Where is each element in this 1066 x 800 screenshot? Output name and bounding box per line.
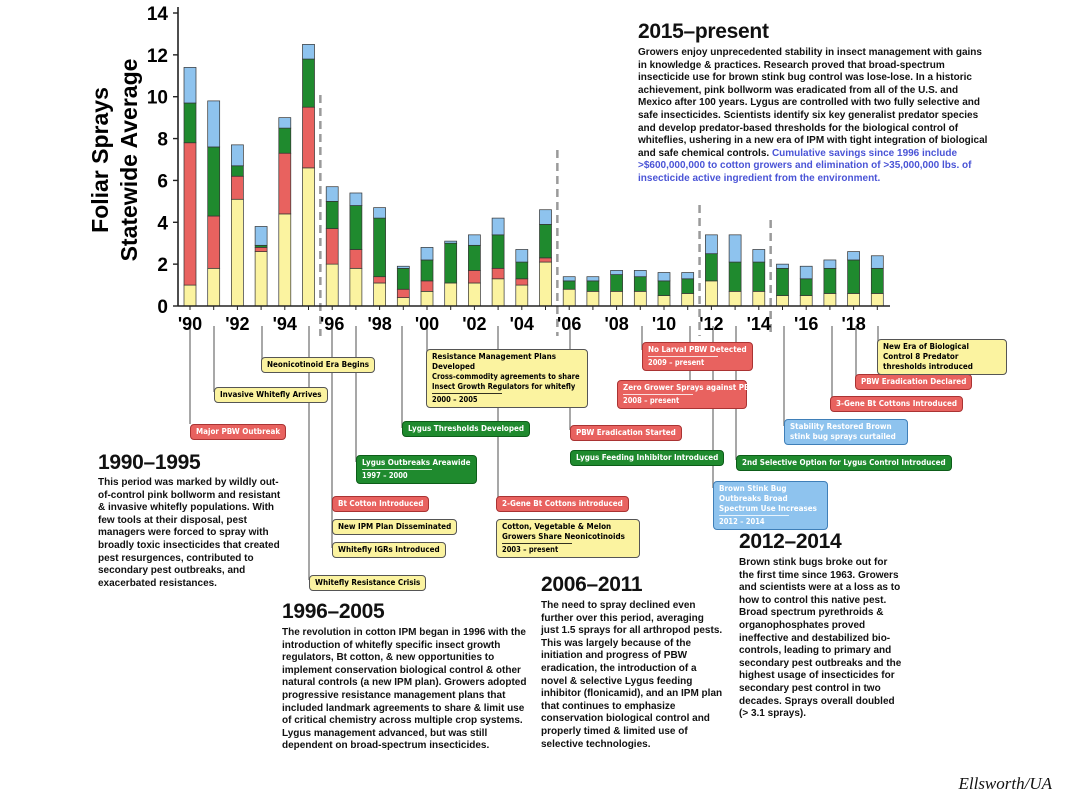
bar-segment-1995-s3 <box>303 44 315 59</box>
bar-segment-2012-s3 <box>705 235 717 254</box>
bar-segment-1991-s0 <box>208 268 220 306</box>
tag-stability-restored: Stability Restored Brown stink bug sprays curtailed <box>784 419 908 445</box>
era-1990-1995-text: This period was marked by wildly out-of-control pink bollworm and resistant & invasive whitefly populations. With few tools at their disposal, pest managers were forced to spray with broadly toxic insecticides that created pest resurgences, contributed to secondary pest outbreaks, and exacerbated resistances. <box>98 477 281 589</box>
bar-segment-1995-s1 <box>303 107 315 168</box>
bar-segment-2013-s3 <box>729 235 741 262</box>
bar-segment-1992-s3 <box>231 145 243 166</box>
bar-segment-2015-s3 <box>777 264 789 268</box>
bar-segment-1998-s0 <box>374 283 386 306</box>
bar-segment-2010-s2 <box>658 281 670 296</box>
y-tick-label: 4 <box>157 213 168 235</box>
y-tick-label: 0 <box>157 297 168 318</box>
tag-whitefly-resistance-crisis: Whitefly Resistance Crisis <box>309 575 426 591</box>
x-tick-label: '92 <box>225 314 250 334</box>
bar-segment-2019-s3 <box>871 256 883 269</box>
tag-pbw-eradication-started: PBW Eradication Started <box>570 425 682 441</box>
bar-segment-2009-s2 <box>634 277 646 292</box>
bar-segment-2010-s0 <box>658 296 670 306</box>
bar-segment-2000-s1 <box>421 281 433 291</box>
bar-segment-2004-s0 <box>516 285 528 306</box>
tag-pbw-eradication-declared: PBW Eradication Declared <box>855 374 972 390</box>
x-tick-label: '06 <box>557 314 582 334</box>
tag-whitefly-igrs-introduced: Whitefly IGRs Introduced <box>332 542 446 558</box>
bar-segment-1994-s3 <box>279 118 291 128</box>
tag-bt-cotton-introduced: Bt Cotton Introduced <box>332 496 429 512</box>
x-tick-label: '14 <box>746 314 771 334</box>
bar-segment-1996-s1 <box>326 229 338 265</box>
bar-segment-2004-s2 <box>516 262 528 279</box>
bar-segment-2016-s2 <box>800 279 812 296</box>
bar-segment-2001-s0 <box>445 283 457 306</box>
x-tick-label: '04 <box>509 314 534 334</box>
bar-segment-1998-s3 <box>374 208 386 218</box>
era-1996-2005-title: 1996–2005 <box>282 600 385 623</box>
bar-segment-2002-s2 <box>468 245 480 270</box>
bar-segment-2009-s0 <box>634 291 646 306</box>
bar-segment-2003-s3 <box>492 218 504 235</box>
bar-segment-1990-s3 <box>184 67 196 103</box>
x-tick-label: '08 <box>604 314 629 334</box>
x-tick-label: '02 <box>462 314 487 334</box>
x-tick-label: '10 <box>651 314 677 334</box>
bar-segment-1992-s1 <box>231 176 243 199</box>
bar-segment-2005-s2 <box>540 224 552 257</box>
x-tick-label: '94 <box>272 314 297 334</box>
bar-segment-1990-s0 <box>184 285 196 306</box>
tag-new-ipm-plan: New IPM Plan Disseminated <box>332 519 457 535</box>
bar-segment-2008-s0 <box>611 291 623 306</box>
bar-segment-2005-s1 <box>540 258 552 262</box>
bar-segment-2000-s0 <box>421 291 433 306</box>
tag-no-larval-pbw: No Larval PBW Detected 2009 – present <box>642 342 753 371</box>
bar-segment-2002-s0 <box>468 283 480 306</box>
bar-segment-2006-s3 <box>563 277 575 281</box>
bar-segment-1992-s2 <box>231 166 243 176</box>
era-1990-1995-title: 1990–1995 <box>98 451 201 474</box>
bar-segment-2007-s3 <box>587 277 599 281</box>
y-axis-label-line2: Statewide Average <box>116 58 142 262</box>
bar-segment-1999-s2 <box>397 268 409 289</box>
bar-segment-2017-s0 <box>824 293 836 306</box>
tag-lygus-thresholds-developed: Lygus Thresholds Developed <box>402 421 530 437</box>
tag-lygus-outbreaks-areawide: Lygus Outbreaks Areawide 1997 – 2000 <box>356 455 477 484</box>
tag-lygus-feeding-inhibitor: Lygus Feeding Inhibitor Introduced <box>570 450 724 466</box>
bar-segment-2013-s2 <box>729 262 741 291</box>
bar-segment-1996-s0 <box>326 264 338 306</box>
credit: Ellsworth/UA <box>958 774 1052 793</box>
bar-segment-2008-s2 <box>611 275 623 292</box>
y-tick-label: 12 <box>146 45 168 67</box>
bar-segment-2000-s2 <box>421 260 433 281</box>
y-tick-label: 10 <box>146 87 168 109</box>
x-tick-label: '18 <box>841 314 866 334</box>
era-2015-present-title: 2015–present <box>638 20 769 43</box>
bar-segment-2000-s3 <box>421 247 433 260</box>
bar-segment-1991-s2 <box>208 147 220 216</box>
cumulative-savings-highlight: Cumulative savings since 1996 include >$600,000,000 to cotton growers and elimination of >35,000,000 lbs. of insecticide active ingredient from the environment. <box>638 147 972 184</box>
bar-segment-2003-s1 <box>492 268 504 278</box>
bar-segment-1990-s1 <box>184 143 196 285</box>
bar-segment-2002-s1 <box>468 270 480 283</box>
bar-segment-2001-s2 <box>445 243 457 283</box>
bar-segment-2008-s3 <box>611 270 623 274</box>
tag-brown-stink-bug-outbreaks: Brown Stink Bug Outbreaks Broad Spectrum Use Increases 2012 – 2014 <box>713 481 828 530</box>
bar-segment-2014-s3 <box>753 249 765 262</box>
bar-segment-2013-s0 <box>729 291 741 306</box>
bar-segment-1993-s0 <box>255 252 267 306</box>
bar-segment-2011-s3 <box>682 273 694 279</box>
era-2012-2014-text: Brown stink bugs broke out for the first time since 1963. Growers and scientists were at a loss as to how to control this native pest. Broad spectrum pyrethroids & organophosphates proved ineffective and destabilized bio-controls, leading to primary and secondary pest outbreaks and the highest usage of insecticides for secondary pest control in two decades. Sprays overall doubled (> 3.1 sprays). <box>739 557 902 720</box>
bar-segment-2007-s2 <box>587 281 599 291</box>
x-tick-label: '16 <box>794 314 819 334</box>
bar-segment-2012-s2 <box>705 254 717 281</box>
bar-segment-1995-s2 <box>303 59 315 107</box>
bar-segment-1997-s1 <box>350 249 362 268</box>
tag-2nd-selective-lygus-option: 2nd Selective Option for Lygus Control Introduced <box>736 455 952 471</box>
bar-segment-2014-s0 <box>753 291 765 306</box>
bar-segment-1994-s1 <box>279 153 291 214</box>
x-tick-label: '90 <box>177 314 203 334</box>
bar-segment-2017-s3 <box>824 260 836 268</box>
bar-segment-2005-s3 <box>540 210 552 225</box>
y-tick-label: 14 <box>146 4 168 25</box>
bar-segment-2016-s3 <box>800 266 812 279</box>
x-tick-label: '12 <box>699 314 724 334</box>
tag-neonicotinoid-era-begins: Neonicotinoid Era Begins <box>261 357 375 373</box>
bar-segment-2004-s1 <box>516 279 528 285</box>
tag-3-gene-bt-cottons: 3-Gene Bt Cottons Introduced <box>830 396 963 412</box>
tag-new-era-biological-control: New Era of Biological Control 8 Predator thresholds introduced <box>877 339 1007 375</box>
bar-segment-2018-s2 <box>848 260 860 293</box>
bar-segment-2011-s0 <box>682 293 694 306</box>
bar-segment-1997-s0 <box>350 268 362 306</box>
bar-segment-1991-s1 <box>208 216 220 268</box>
era-2006-2011-text: The need to spray declined even further over this period, averaging just 1.5 sprays for all arthropod pests. This was largely because of the initiation and progress of PBW eradication, the introduction of a novel & selective Lygus feeding inhibitor (flonicamid), and an IPM plan that continues to emphasize conservation biological control and properly timed & limited use of selective technologies. <box>541 600 723 750</box>
tag-2-gene-bt-cottons: 2-Gene Bt Cottons introduced <box>496 496 629 512</box>
bar-segment-2010-s3 <box>658 273 670 281</box>
y-tick-label: 6 <box>157 171 168 193</box>
bar-segment-1995-s0 <box>303 168 315 306</box>
bar-segment-2003-s0 <box>492 279 504 306</box>
bar-segment-1993-s1 <box>255 247 267 251</box>
bar-segment-2001-s3 <box>445 241 457 243</box>
bar-segment-1998-s1 <box>374 277 386 283</box>
bar-segment-1996-s2 <box>326 201 338 228</box>
bar-segment-2005-s0 <box>540 262 552 306</box>
era-2012-2014-title: 2012–2014 <box>739 530 842 553</box>
era-2015-present-text: Growers enjoy unprecedented stability in insect management with gains in knowledge & practices. Research proved that broad-spectrum insecticide use for brown stink bug control was lose-lose. In a historic achievement, pink bollworm was eradicated from all of the U.S. and Mexico after 100 years. Lygus are controlled with two fully selective and safe insecticides. Scientists identify six key generalist predator species and develop predator-based thresholds for the biological control of whiteflies, ushering in a new era of IPM with tight integration of biological and safe chemical controls. Cumulative savings since 1996 include >$600,000,000 to cotton growers and elimination of >35,000,000 lbs. of insecticide active ingredient from the environment. <box>638 47 988 184</box>
x-tick-label: '98 <box>367 314 392 334</box>
era-2006-2011-title: 2006–2011 <box>541 573 643 596</box>
bar-segment-2011-s2 <box>682 279 694 294</box>
bar-segment-2019-s2 <box>871 268 883 293</box>
x-tick-label: '96 <box>320 314 345 334</box>
bar-segment-2019-s0 <box>871 293 883 306</box>
y-tick-label: 8 <box>157 129 168 151</box>
tag-shared-neonicotinoids: Cotton, Vegetable & Melon Growers Share Neonicotinoids 2003 – present <box>496 519 640 558</box>
bar-segment-1990-s2 <box>184 103 196 143</box>
tag-major-pbw-outbreak: Major PBW Outbreak <box>190 424 286 440</box>
bar-segment-1998-s2 <box>374 218 386 277</box>
x-tick-label: '00 <box>414 314 440 334</box>
bar-segment-2015-s2 <box>777 268 789 295</box>
bar-segment-2006-s2 <box>563 281 575 289</box>
bar-segment-2014-s2 <box>753 262 765 291</box>
bar-segment-2002-s3 <box>468 235 480 245</box>
bar-segment-1999-s0 <box>397 298 409 306</box>
bar-segment-1994-s2 <box>279 128 291 153</box>
bar-segment-2006-s0 <box>563 289 575 306</box>
bar-segment-2017-s2 <box>824 268 836 293</box>
bar-segment-2009-s3 <box>634 270 646 276</box>
bar-segment-1996-s3 <box>326 187 338 202</box>
bar-segment-2018-s0 <box>848 293 860 306</box>
bar-segment-1997-s2 <box>350 206 362 250</box>
tag-invasive-whitefly-arrives: Invasive Whitefly Arrives <box>214 387 328 403</box>
bar-segment-1999-s3 <box>397 266 409 268</box>
bar-segment-1994-s0 <box>279 214 291 306</box>
bar-segment-2004-s3 <box>516 249 528 262</box>
bar-segment-2003-s2 <box>492 235 504 268</box>
y-axis-label-line1: Foliar Sprays <box>87 87 113 233</box>
y-tick-label: 2 <box>157 255 168 277</box>
bar-segment-1999-s1 <box>397 289 409 297</box>
bar-segment-2018-s3 <box>848 252 860 260</box>
bar-segment-2015-s0 <box>777 296 789 306</box>
bar-segment-1991-s3 <box>208 101 220 147</box>
bar-segment-1992-s0 <box>231 199 243 306</box>
bar-segment-1993-s3 <box>255 226 267 245</box>
bar-segment-1997-s3 <box>350 193 362 206</box>
era-1996-2005-text: The revolution in cotton IPM began in 1996 with the introduction of whitefly specific insect growth regulators, Bt cotton, & new opportunities to implement conservation biological control & other natural controls (a new IPM plan). Growers adopted progressive resistance management plans that included landmark agreements to share & limit use of critical chemistry across multiple crop systems. Lygus management advanced, but was still dependent on broad-spectrum insecticides. <box>282 627 527 752</box>
bar-segment-2007-s0 <box>587 291 599 306</box>
bar-segment-2012-s0 <box>705 281 717 306</box>
bar-segment-2016-s0 <box>800 296 812 306</box>
tag-zero-grower-sprays: Zero Grower Sprays against PBW 2008 – present <box>617 380 747 409</box>
tag-resistance-management-plans: Resistance Management Plans Developed Cross-commodity agreements to share Insect Growth Regulators for whitefly 2000 – 2005 <box>426 349 588 408</box>
